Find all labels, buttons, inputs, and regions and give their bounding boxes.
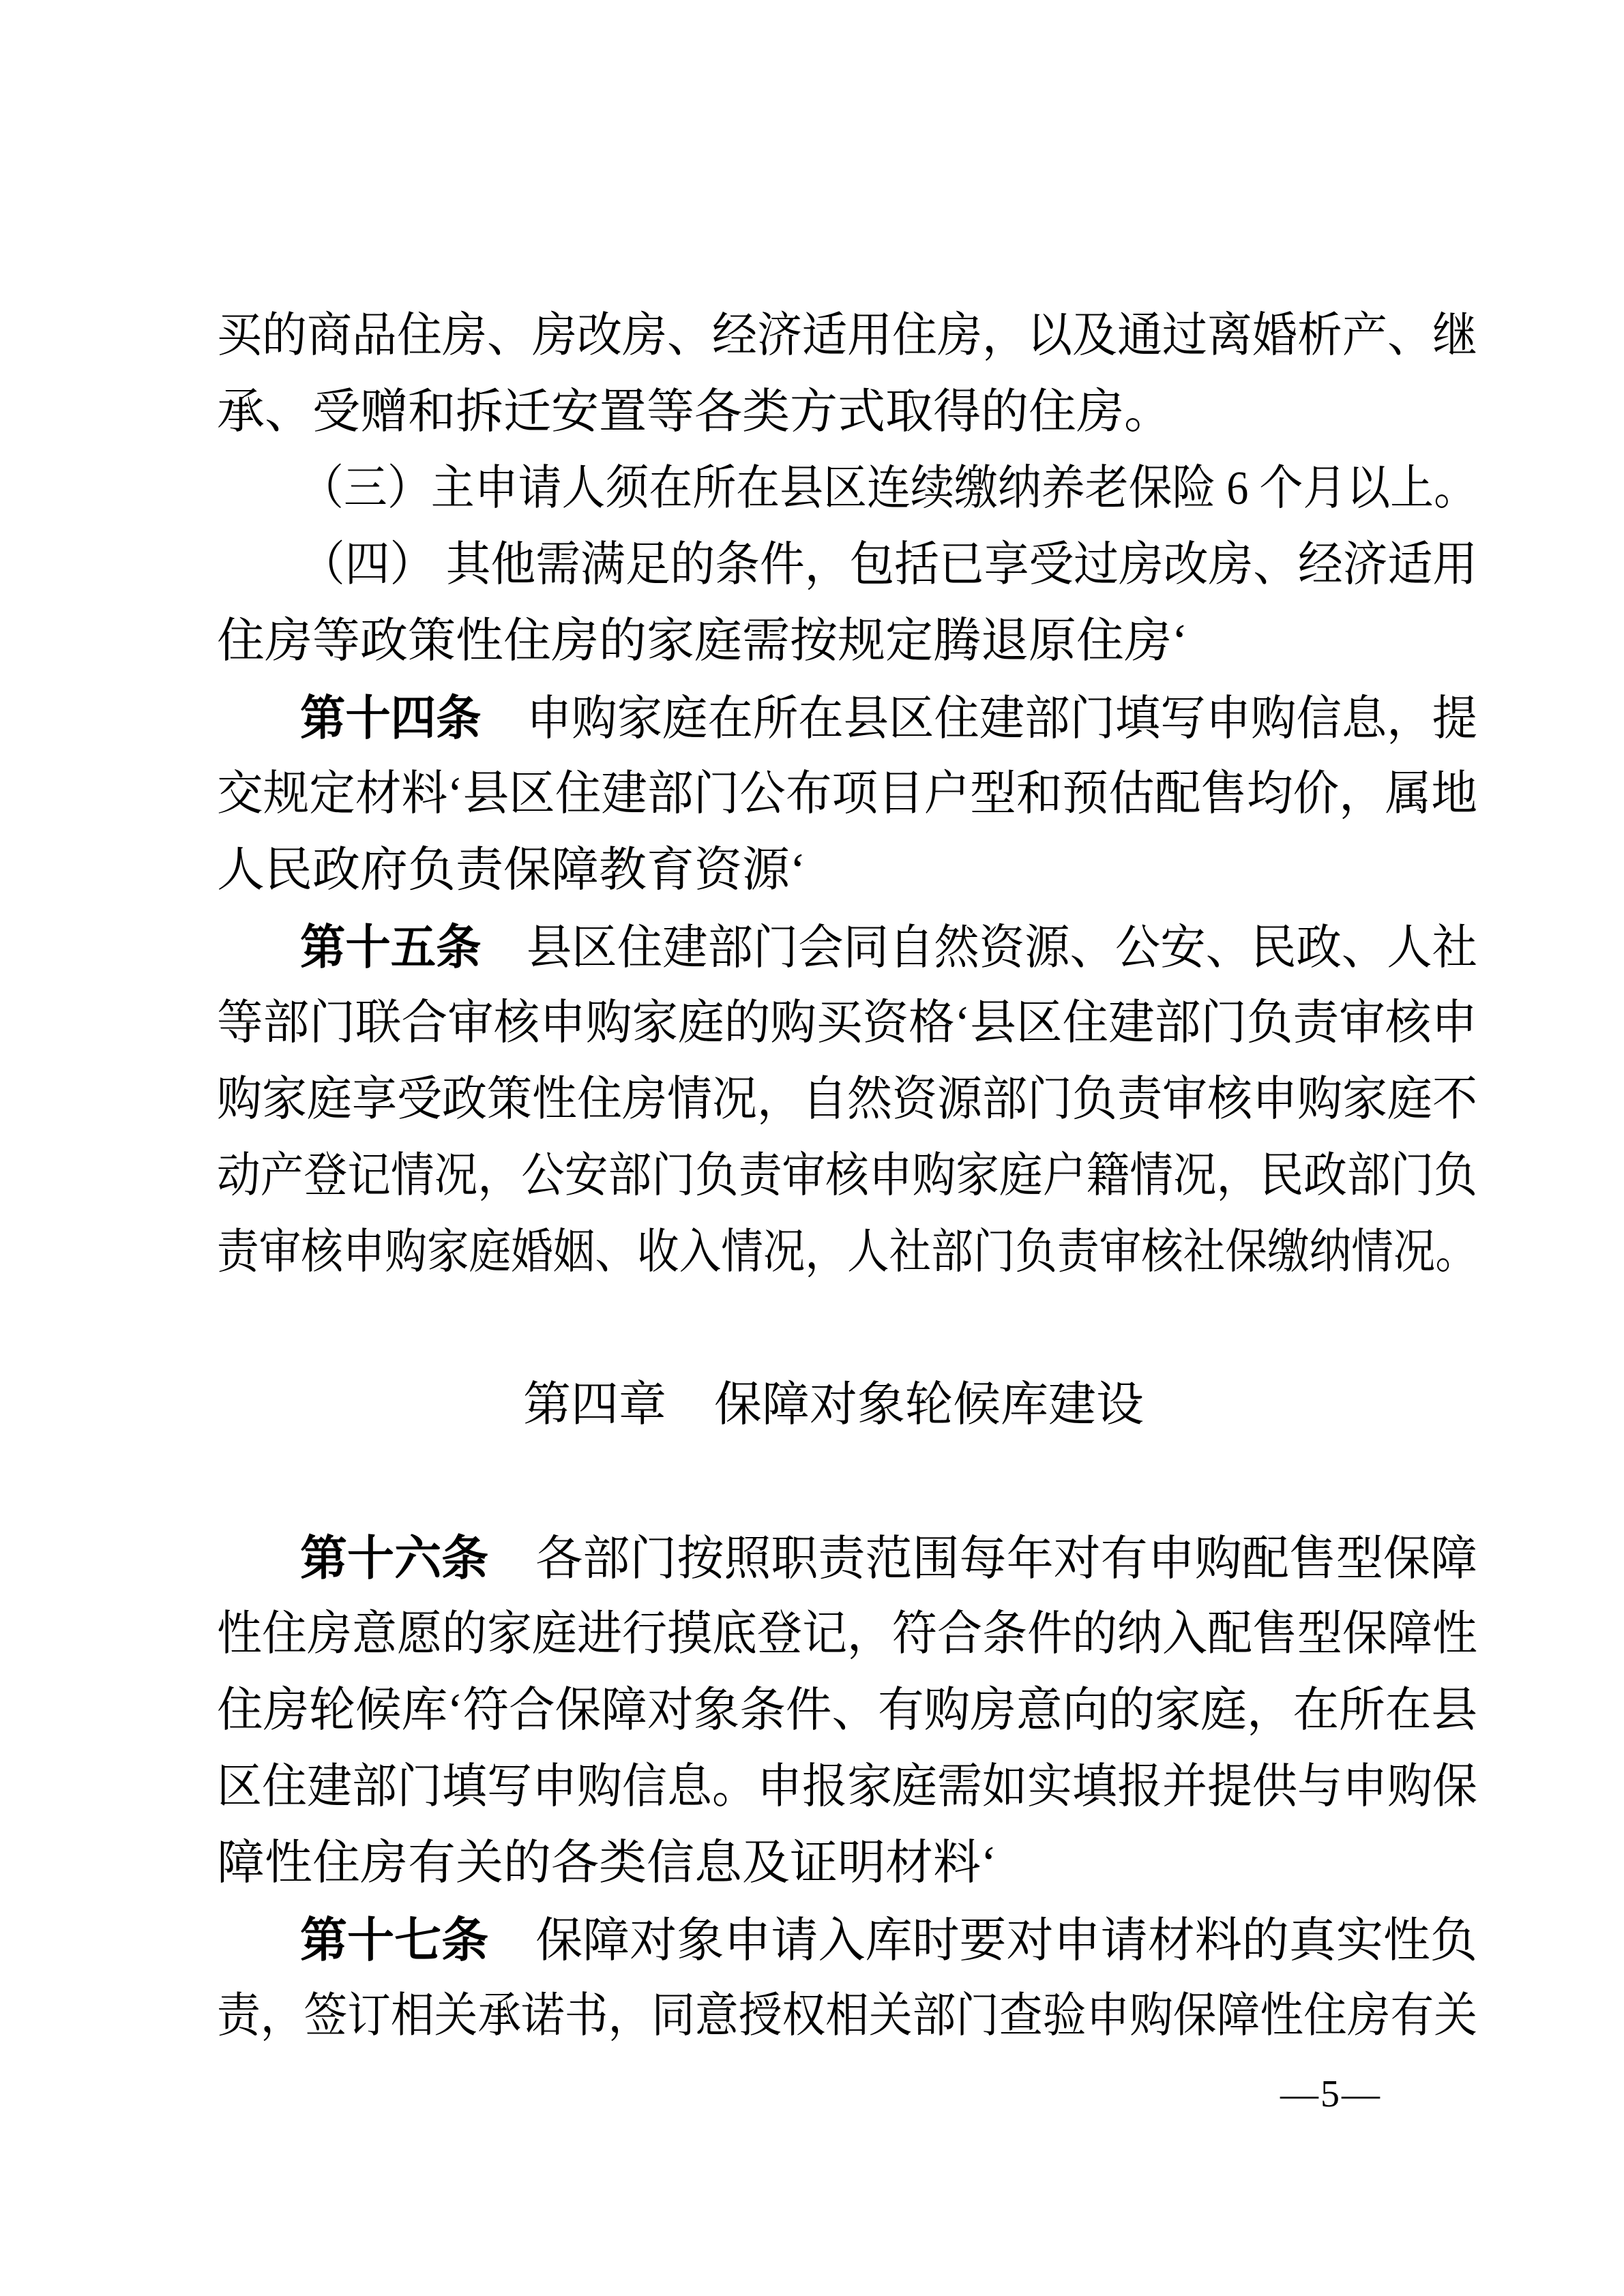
body-line <box>217 1596 1477 1673</box>
article-15-line <box>217 909 1477 985</box>
body-text: 住房轮候库‘符合保障对象条件、有购房意向的家庭，在所在县 <box>217 1684 1477 1737</box>
article-number-label: 第十七条 <box>300 1913 489 1967</box>
body-line <box>217 1673 1477 1749</box>
article-number-label: 第十六条 <box>300 1532 489 1585</box>
body-text: 买的商品住房、房改房、经济适用住房，以及通过离婚析产、继 <box>217 310 1477 362</box>
body-line <box>217 603 1477 680</box>
body-line <box>217 374 1477 451</box>
body-text: 保障对象申请入库时要对申请材料的真实性负 <box>488 1915 1477 1967</box>
body-line <box>217 1749 1477 1825</box>
body-text: 性住房意愿的家庭进行摸底登记，符合条件的纳入配售型保障性 <box>217 1608 1477 1660</box>
body-text: （四） 其他需满足的条件，包括已享受过房改房、经济适用 <box>300 539 1477 591</box>
article-17-line <box>217 1902 1477 1978</box>
body-text: 责，签订相关承诺书，同意授权相关部门查验申购保障性住房有关 <box>217 1990 1477 2042</box>
page-number: —5— <box>1280 2073 1382 2115</box>
body-line-item-3 <box>217 451 1477 527</box>
body-line <box>217 1978 1477 2055</box>
body-line <box>217 833 1477 909</box>
body-text: 动产登记情况，公安部门负责审核申购家庭户籍情况，民政部门负 <box>217 1150 1477 1202</box>
article-16-line <box>217 1520 1477 1596</box>
document-body <box>217 298 1477 2055</box>
body-text: （三）主申请人须在所在县区连续缴纳养老保险 6 个月以上。 <box>300 462 1477 515</box>
article-14-line <box>217 680 1477 756</box>
body-line <box>217 1214 1477 1291</box>
body-text: 申购家庭在所在县区住建部门填写申购信息，提 <box>481 693 1477 745</box>
chapter-heading <box>217 1367 1477 1444</box>
article-number-label: 第十四条 <box>300 691 482 745</box>
body-line <box>217 1062 1477 1138</box>
body-line <box>217 1138 1477 1214</box>
body-line-item-4 <box>217 527 1477 603</box>
body-text: 承、受赠和拆迁安置等各类方式取得的住房。 <box>217 386 1172 438</box>
body-text: 人民政府负责保障教育资源‘ <box>217 844 806 897</box>
body-text: 等部门联合审核申购家庭的购买资格‘县区住建部门负责审核申 <box>217 997 1477 1049</box>
body-text: 县区住建部门会同自然资源、公安、民政、人社 <box>481 922 1477 974</box>
body-text: 障性住房有关的各类信息及证明材料‘ <box>217 1837 997 1890</box>
article-number-label: 第十五条 <box>300 921 482 974</box>
body-text: 住房等政策性住房的家庭需按规定腾退原住房‘ <box>217 615 1188 668</box>
body-text: 责审核申购家庭婚姻、收入情况，人社部门负责审核社保缴纳情况。 <box>217 1226 1477 1279</box>
body-line <box>217 985 1477 1062</box>
chapter-heading-text: 第四章 保障对象轮候库建设 <box>523 1379 1144 1431</box>
body-line <box>217 1825 1477 1902</box>
body-text: 各部门按照职责范围每年对有申购配售型保障 <box>488 1533 1477 1585</box>
body-text: 区住建部门填写申购信息。申报家庭需如实填报并提供与申购保 <box>217 1761 1477 1813</box>
body-line <box>217 756 1477 833</box>
body-text: 交规定材料‘县区住建部门公布项目户型和预估配售均价，属地 <box>217 768 1477 820</box>
body-text: 购家庭享受政策性住房情况，自然资源部门负责审核申购家庭不 <box>217 1073 1477 1126</box>
body-line <box>217 298 1477 374</box>
